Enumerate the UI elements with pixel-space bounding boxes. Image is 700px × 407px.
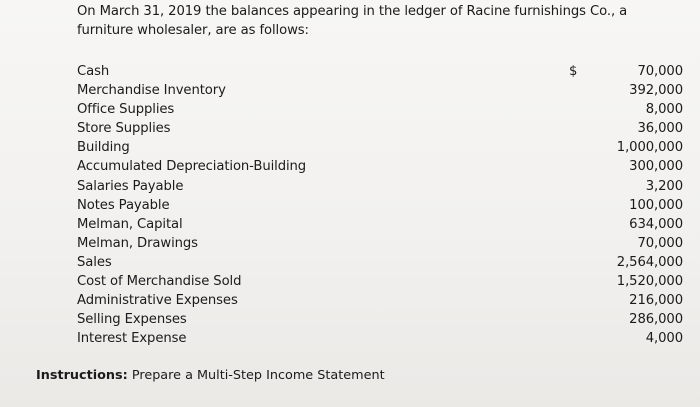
instructions-label: Instructions:	[36, 368, 128, 383]
ledger-row	[77, 215, 683, 234]
account-name: Notes Payable	[77, 197, 170, 213]
account-amount: 36,000	[637, 121, 683, 137]
ledger-row	[77, 62, 683, 81]
account-name: Melman, Drawings	[77, 235, 198, 251]
ledger-row	[77, 157, 683, 176]
ledger-row	[77, 100, 683, 119]
ledger-balances-list	[77, 62, 683, 348]
account-amount: 216,000	[629, 293, 683, 309]
account-amount: 286,000	[629, 312, 683, 328]
account-amount: 392,000	[629, 83, 683, 99]
instructions-text: Prepare a Multi-Step Income Statement	[131, 368, 385, 383]
account-name: Melman, Capital	[77, 216, 183, 232]
currency-symbol: $	[569, 64, 578, 79]
problem-heading: On March 31, 2019 the balances appearing in the ledger of Racine furnishings Co., a furniture wholesaler, are as follows:	[77, 4, 628, 38]
ledger-row	[77, 272, 683, 291]
account-name: Merchandise Inventory	[77, 83, 226, 99]
account-amount: 4,000	[645, 331, 683, 347]
account-amount: 8,000	[645, 102, 683, 118]
account-amount: 70,000	[637, 235, 683, 251]
account-name: Store Supplies	[77, 121, 171, 137]
account-amount: 1,520,000	[616, 274, 683, 290]
ledger-row	[77, 81, 683, 100]
account-name: Administrative Expenses	[77, 293, 238, 309]
account-name: Building	[77, 140, 130, 156]
account-name: Interest Expense	[77, 331, 187, 347]
account-name: Cash	[77, 64, 110, 79]
account-amount: 70,000	[637, 64, 683, 79]
account-amount: 100,000	[629, 197, 683, 213]
account-amount: 300,000	[629, 159, 683, 175]
account-amount: 1,000,000	[616, 140, 683, 156]
ledger-row	[77, 138, 683, 157]
ledger-row	[77, 291, 683, 310]
ledger-row	[77, 253, 683, 272]
account-name: Salaries Payable	[77, 178, 184, 194]
ledger-row	[77, 329, 683, 348]
ledger-row	[77, 234, 683, 253]
instructions	[36, 367, 385, 385]
account-name: Selling Expenses	[77, 312, 187, 328]
ledger-row	[77, 177, 683, 196]
account-amount: 634,000	[629, 216, 683, 232]
account-amount: 2,564,000	[616, 254, 683, 270]
ledger-row	[77, 310, 683, 329]
account-name: Cost of Merchandise Sold	[77, 274, 242, 290]
account-name: Accumulated Depreciation-Building	[77, 159, 307, 175]
account-name: Office Supplies	[77, 102, 175, 118]
ledger-row	[77, 196, 683, 215]
account-amount: 3,200	[645, 178, 683, 194]
account-name: Sales	[77, 254, 112, 270]
ledger-row	[77, 119, 683, 138]
